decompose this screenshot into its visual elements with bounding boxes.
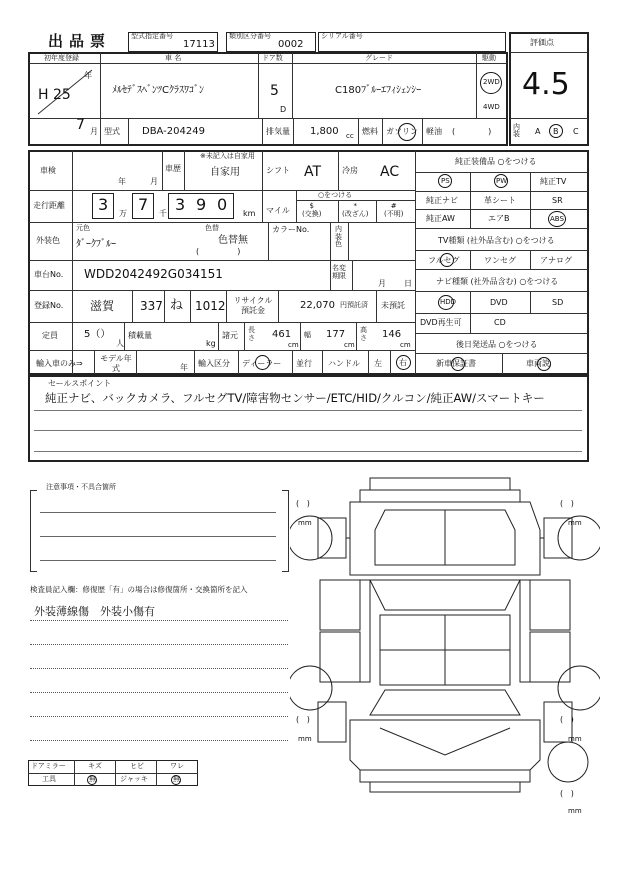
mileage-digit-5: 0 (217, 195, 228, 214)
vin-label: 車台No. (34, 270, 64, 279)
equip-abs: ABS (550, 215, 564, 223)
tire-bracket-rr: ( ) (560, 715, 574, 724)
height: 146 (382, 329, 402, 340)
mileage-mile: マイル (266, 206, 290, 215)
equipment-title: 純正装備品 ○をつける (455, 157, 537, 166)
sales-point-block (28, 375, 589, 462)
mileage-tampered: * (改ざん) (342, 202, 369, 219)
jack-label: ジャッキ (120, 775, 148, 783)
dvd-playback-label: DVD再生可 (420, 318, 462, 327)
equip-pw: PW (496, 177, 508, 185)
fuel: ガソリン (386, 127, 418, 136)
recycle-unpaid: 未預託 (381, 301, 405, 310)
orig-color-label: 元色 (76, 224, 90, 232)
navi-dvd: DVD (490, 298, 508, 307)
mileage-digit-1: 3 (98, 195, 109, 214)
reg-label: 登録No. (34, 301, 64, 310)
jack-value: 無 (173, 775, 180, 783)
cc-unit: cc (346, 132, 354, 140)
equip-sr: SR (552, 196, 563, 205)
mileage-man: 万 (119, 209, 127, 218)
import-dealer: ディーラー (242, 359, 282, 368)
grade-label: グレード (365, 54, 393, 62)
equip-aw: 純正AW (426, 214, 455, 223)
class-num: 0002 (278, 39, 304, 50)
class-num-label: 類別区分番号 (229, 32, 271, 40)
later-items-title: 後日発送品 ○をつける (456, 340, 538, 349)
handle-left: 左 (374, 359, 382, 368)
equip-navi: 純正ナビ (426, 196, 458, 205)
grade: C180ﾌﾞﾙｰｴﾌｨｼｪﾝｼｰ (335, 85, 422, 96)
capacity: 5（） (84, 329, 111, 340)
door-count: 5 (270, 83, 279, 99)
year-unit: 年 (84, 71, 92, 80)
tv-oneseg: ワンセグ (484, 256, 516, 265)
tools-header-crack: ヒビ (130, 762, 144, 770)
car-damage-diagram (290, 470, 600, 800)
tire-mm-spare: mm (568, 807, 582, 815)
shift-label: シフト (266, 166, 290, 175)
height-unit: cm (400, 341, 411, 349)
name-change-label: 名変期限 (332, 264, 346, 281)
interior-grade-c: C (573, 127, 579, 136)
repaint: 色替無 (218, 235, 248, 246)
mileage-exchanged: $ (交換) (302, 202, 322, 219)
ac-label: 冷房 (342, 166, 358, 175)
load-unit: kg (206, 339, 216, 348)
serial-label: シリアル番号 (321, 32, 363, 40)
vin: WDD2042492G034151 (84, 267, 223, 281)
equip-airbag: エアB (488, 214, 510, 223)
rating-label: 評価点 (530, 38, 554, 47)
model-label: 型式 (104, 127, 120, 136)
import-parallel: 並行 (296, 359, 312, 368)
door-type: D (280, 105, 287, 114)
rating-value: 4.5 (522, 67, 570, 102)
equip-leather: 革シート (484, 196, 516, 205)
width-unit: cm (344, 341, 355, 349)
model: DBA-204249 (142, 126, 205, 137)
tools-label: 工具 (42, 775, 56, 783)
mileage-sen: 千 (159, 209, 167, 218)
tv-analog: アナログ (540, 256, 572, 265)
notes-label: 注意事項・不具合箇所 (46, 483, 116, 491)
later-manual: 車両説 (526, 359, 550, 368)
mileage-circle-note: ○をつける (318, 191, 353, 199)
inspector-label: 検査員記入欄：修復歴「有」の場合は修復箇所・交換箇所を記入 (30, 585, 248, 594)
tire-bracket-fl: ( ) (296, 499, 310, 508)
color-label: 外装色 (36, 236, 60, 245)
reg-class: 337 (140, 299, 163, 313)
model-year-unit: 年 (180, 363, 188, 372)
handle-right: 右 (399, 358, 407, 367)
length-label: 長さ (248, 326, 255, 343)
shift: AT (304, 164, 322, 180)
drive-4wd: 4WD (483, 103, 500, 111)
interior-color-label: 内装色 (335, 225, 342, 249)
load-label: 積載量 (128, 331, 152, 340)
type-num-label: 型式指定番号 (131, 32, 173, 40)
displacement: 1,800 (310, 126, 339, 137)
month-unit: 月 (90, 127, 98, 136)
reg-area: 滋賀 (90, 299, 115, 313)
history-note: ※未記入は自家用 (200, 152, 255, 160)
sales-point-label: セールスポイント (48, 379, 112, 388)
equip-ps: PS (441, 177, 450, 185)
history: 自家用 (210, 167, 240, 178)
first-reg-year: H 25 (38, 87, 71, 103)
notes-bracket-right (282, 490, 289, 572)
first-reg-label: 初年度登録 (44, 54, 79, 62)
import-label: 輸入車のみ⇒ (36, 359, 83, 368)
inspector-text: 外装薄線傷 外装小傷有 (34, 605, 155, 618)
tire-bracket-spare: ( ) (560, 789, 574, 798)
interior-grade-a: A (535, 127, 541, 136)
tv-fullseg: フルセグ (428, 256, 460, 265)
mileage-unknown: # (不明) (384, 202, 404, 219)
repaint-label: 色替 (205, 224, 219, 232)
sales-point-text: 純正ナビ、バックカメラ、フルセグTV/障害物センサー/ETC/HID/クルコン/純正AW/スマートキー (45, 391, 545, 405)
reg-kana: ね (170, 298, 184, 313)
navi-hdd: HDD (440, 298, 457, 306)
repaint-bracket: ( ) (196, 247, 241, 256)
capacity-label: 定員 (42, 331, 58, 340)
shaken-month-unit: 月 (150, 177, 158, 186)
handle-label: ハンドル (328, 359, 360, 368)
name-change-month: 月 (378, 279, 386, 288)
car-name-label: 車 名 (165, 54, 182, 62)
tire-mm-rl: mm (298, 735, 312, 743)
tire-bracket-rl: ( ) (296, 715, 310, 724)
model-year-label: モデル年式 (100, 354, 132, 373)
tools-header-mirror: ドアミラー (31, 762, 66, 770)
tire-mm-fl: mm (298, 519, 312, 527)
displacement-label: 排気量 (266, 127, 290, 136)
height-label: 高さ (360, 326, 367, 343)
recycle-amount: 22,070 (300, 300, 335, 311)
width-label: 幅 (304, 331, 311, 339)
drive-2wd: 2WD (483, 78, 500, 86)
length: 461 (272, 329, 292, 340)
interior-grade-b: B (553, 127, 559, 136)
tire-bracket-fr: ( ) (560, 499, 574, 508)
navi-title: ナビ種類 (社外品含む) ○をつける (436, 277, 559, 286)
oil-label: 軽油 (426, 127, 442, 136)
navi-sd: SD (552, 298, 564, 307)
mileage-digit-2: 7 (138, 195, 149, 214)
name-change-day: 日 (404, 279, 412, 288)
later-warranty: 新車保証書 (436, 359, 476, 368)
notes-bracket-left (30, 490, 37, 572)
interior-label: 内装 (513, 123, 520, 138)
width: 177 (326, 329, 346, 340)
color-no-label: カラーNo. (272, 225, 310, 234)
drive-label: 駆動 (482, 54, 496, 62)
tv-title: TV種類 (社外品含む) ○をつける (438, 236, 555, 245)
recycle-label: リサイクル預託金 (233, 296, 273, 315)
oil-bracket: ( ) (452, 127, 492, 136)
equip-tv: 純正TV (540, 177, 567, 186)
reg-number: 1012 (195, 299, 226, 313)
tools-value: 無 (89, 775, 96, 783)
navi-cd: CD (494, 318, 506, 327)
tools-header-break: ワレ (170, 762, 184, 770)
shaken-label: 車検 (40, 166, 56, 175)
door-label: ドア数 (262, 54, 283, 62)
first-reg-month: 7 (76, 117, 85, 133)
car-name: ﾒﾙｾﾃﾞｽﾍﾞﾝﾂCｸﾗｽﾜｺﾞﾝ (112, 85, 204, 96)
ac: AC (380, 164, 400, 180)
mileage-digit-4: 9 (196, 195, 207, 214)
shaken-year-unit: 年 (118, 177, 126, 186)
mileage-digit-3: 3 (175, 195, 186, 214)
dim-label: 諸元 (222, 331, 238, 340)
page-title: 出品票 (48, 32, 112, 50)
orig-color: ﾀﾞｰｸﾌﾞﾙｰ (76, 239, 116, 250)
capacity-unit: 人 (116, 339, 124, 348)
length-unit: cm (288, 341, 299, 349)
mileage-km: km (243, 209, 256, 218)
history-label: 車歴 (165, 164, 181, 173)
recycle-unit: 円預託済 (340, 301, 368, 309)
tire-mm-fr: mm (568, 519, 582, 527)
mileage-label: 走行距離 (33, 201, 65, 210)
fuel-label: 燃料 (362, 127, 378, 136)
tools-header-scratch: キズ (88, 762, 102, 770)
import-kind-label: 輸入区分 (198, 359, 230, 368)
tire-mm-rr: mm (568, 735, 582, 743)
type-num: 17113 (183, 39, 215, 50)
